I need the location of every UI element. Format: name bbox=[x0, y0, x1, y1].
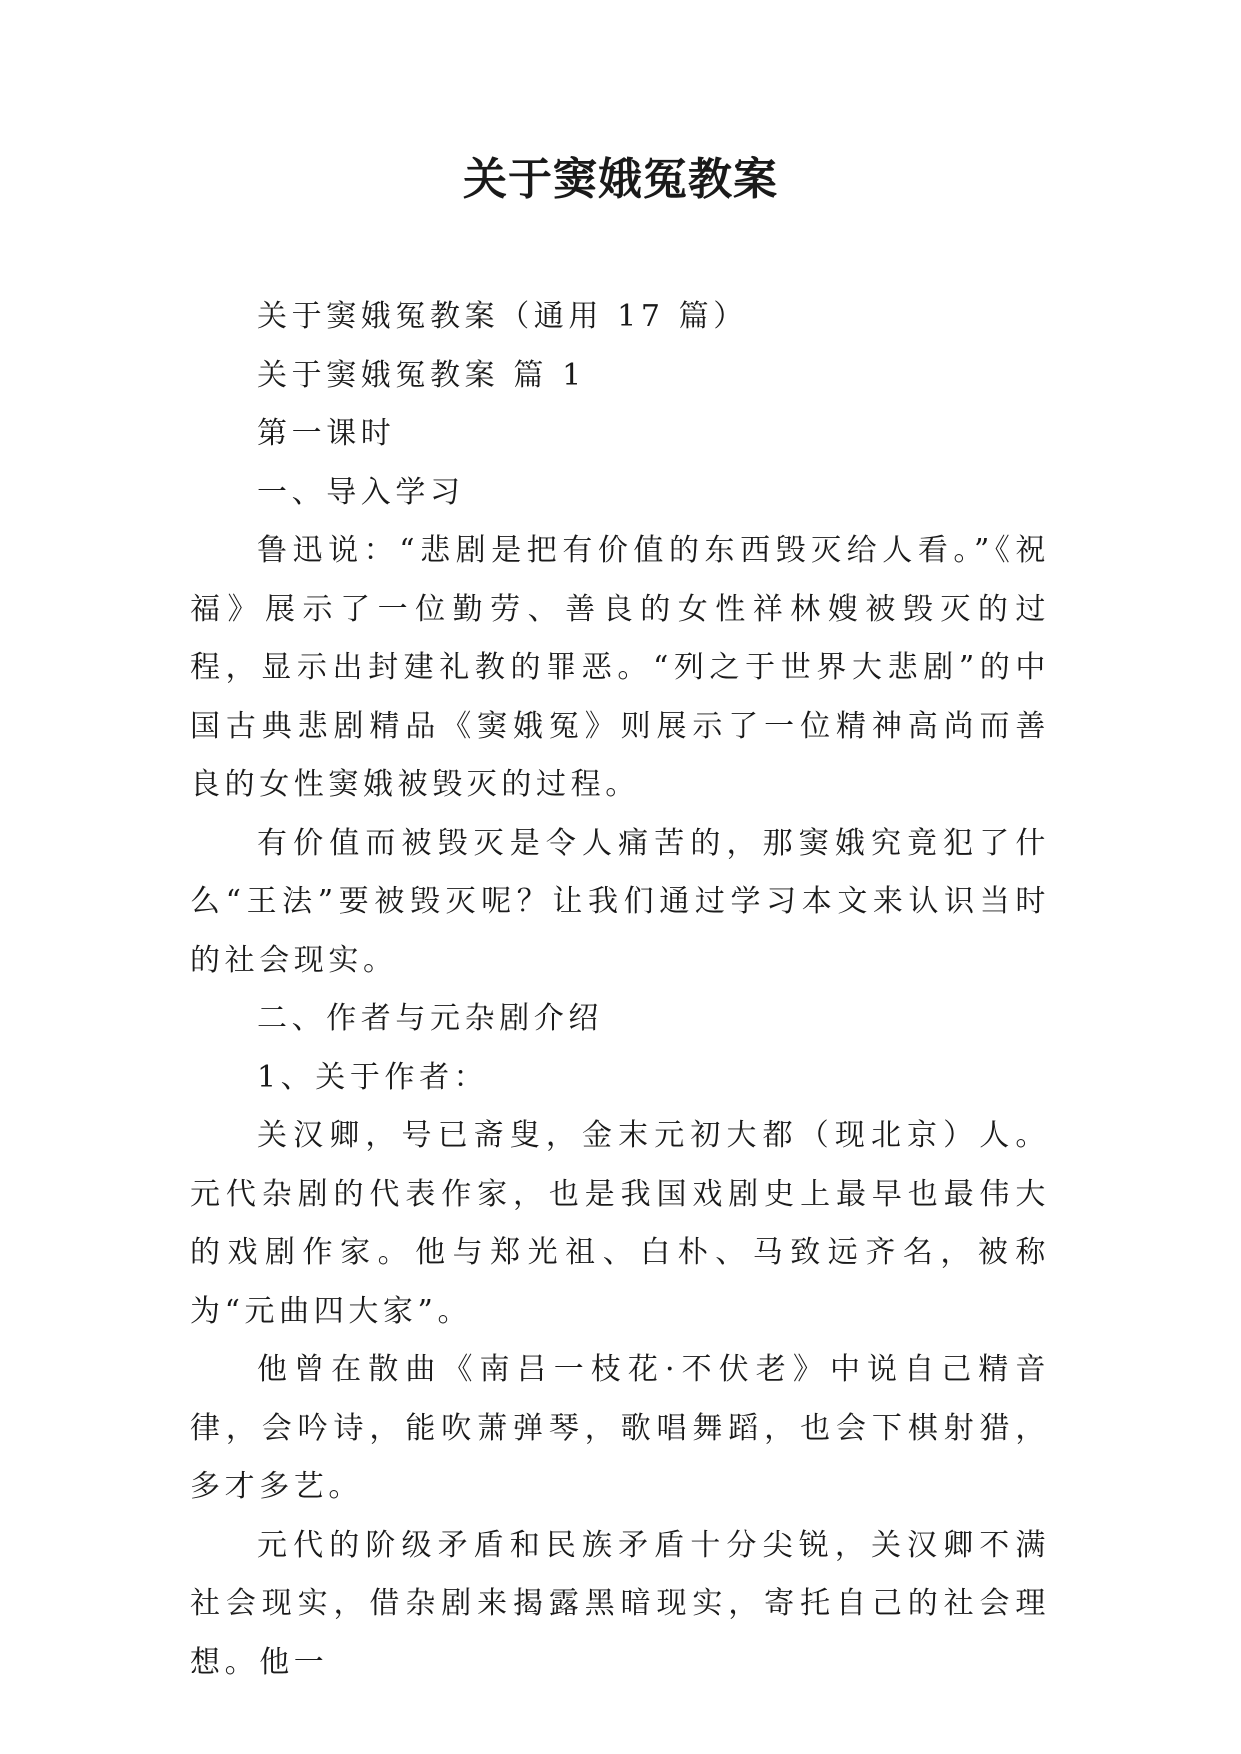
paragraph-body: 他曾在散曲《南吕一枝花·不伏老》中说自己精音律，会吟诗，能吹萧弹琴，歌唱舞蹈，也会下棋射猎，多才多艺。 bbox=[190, 1352, 1050, 1504]
paragraph-sub-heading: 1、关于作者： bbox=[257, 1059, 489, 1095]
paragraph-body: 元代的阶级矛盾和民族矛盾十分尖锐，关汉卿不满社会现实，借杂剧来揭露黑暗现实，寄托自己的社会理想。他一 bbox=[190, 1527, 1050, 1680]
paragraph-body: 有价值而被毁灭是令人痛苦的，那窦娥究竟犯了什么“王法”要被毁灭呢？让我们通过学习本文来认识当时的社会现实。 bbox=[190, 825, 1050, 978]
paragraph-lesson-heading: 第一课时 bbox=[257, 416, 396, 451]
document-body bbox=[190, 288, 1050, 1692]
paragraph-body: 鲁迅说：“悲剧是把有价值的东西毁灭给人看。”《祝福》展示了一位勤劳、善良的女性祥林嫂被毁灭的过程，显示出封建礼教的罪恶。“列之于世界大悲剧”的中国古典悲剧精品《窦娥冤》则展示了一位精神高尚而善良的女性窦娥被毁灭的过程。 bbox=[190, 533, 1050, 802]
paragraph-step-heading: 二、作者与元杂剧介绍 bbox=[257, 1001, 603, 1036]
paragraph-subtitle: 关于窦娥冤教案（通用 17 篇） bbox=[257, 299, 748, 334]
paragraph-step-heading: 一、导入学习 bbox=[257, 474, 465, 510]
paragraph-body: 关汉卿，号已斋叟，金末元初大都（现北京）人。元代杂剧的代表作家，也是我国戏剧史上最早也最伟大的戏剧作家。他与郑光祖、白朴、马致远齐名，被称为“元曲四大家”。 bbox=[190, 1118, 1050, 1329]
paragraph-section-heading: 关于窦娥冤教案 篇 1 bbox=[257, 357, 586, 393]
page-title: 关于窦娥冤教案 bbox=[463, 154, 778, 205]
